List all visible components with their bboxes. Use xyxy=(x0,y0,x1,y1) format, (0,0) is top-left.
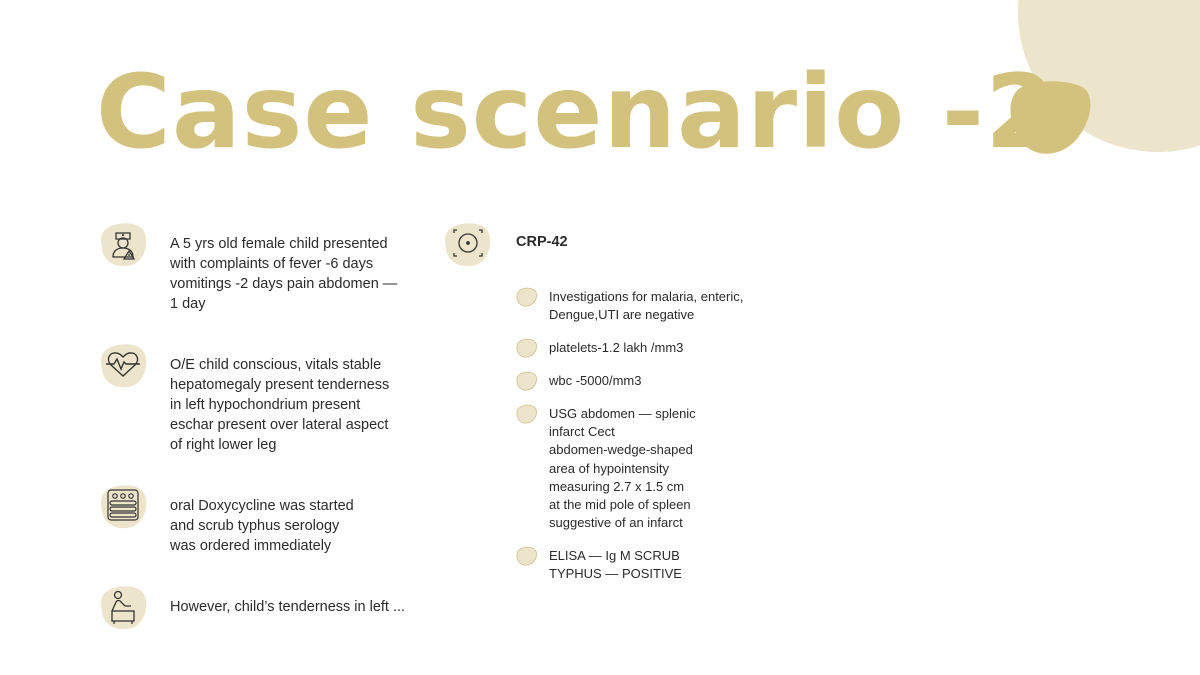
scan-target-icon xyxy=(442,219,494,271)
text-line: TYPHUS — POSITIVE xyxy=(549,566,682,582)
text-line: was ordered immediately xyxy=(170,538,332,554)
text-line: O/E child conscious, vitals stable xyxy=(170,357,382,373)
bullet-blob xyxy=(516,287,538,307)
wbc-text xyxy=(549,372,641,390)
elisa-text xyxy=(549,547,682,583)
investigations-text xyxy=(549,288,743,324)
text-line: of right lower leg xyxy=(170,437,277,453)
text-line: area of hypointensity xyxy=(549,460,669,476)
slide-title: Case scenario -2 xyxy=(96,53,1058,172)
text-line: vomitings -2 days pain abdomen — xyxy=(170,276,398,292)
text-line: infarct Cect xyxy=(549,424,615,440)
heartbeat-icon xyxy=(98,340,150,392)
text-line: platelets-1.2 lakh /mm3 xyxy=(549,340,684,355)
text-line: and scrub typhus serology xyxy=(170,518,340,534)
text-line: with complaints of fever -6 days xyxy=(170,256,374,272)
text-line: USG abdomen — splenic xyxy=(549,406,696,421)
case-history-text xyxy=(170,234,397,314)
patient-bed-icon xyxy=(98,582,150,634)
text-line: eschar present over lateral aspect xyxy=(170,417,389,433)
crp-heading: CRP-42 xyxy=(516,234,568,250)
usg-text xyxy=(549,405,696,532)
doctor-icon xyxy=(98,219,150,271)
bullet-blob xyxy=(516,404,538,424)
text-line: in left hypochondrium present xyxy=(170,397,361,413)
text-line: wbc -5000/mm3 xyxy=(549,373,642,388)
bullet-blob xyxy=(516,371,538,391)
pill-pack-icon xyxy=(98,481,150,533)
text-line: Dengue,UTI are negative xyxy=(549,307,695,323)
text-line: oral Doxycycline was started xyxy=(170,498,354,514)
followup-text xyxy=(170,597,405,617)
text-line: hepatomegaly present tenderness xyxy=(170,377,390,393)
text-line: A 5 yrs old female child presented xyxy=(170,236,388,252)
text-line: abdomen-wedge-shaped xyxy=(549,442,693,458)
examination-text xyxy=(170,355,389,455)
text-line: suggestive of an infarct xyxy=(549,515,683,531)
bullet-blob xyxy=(516,546,538,566)
text-line: ELISA — Ig M SCRUB xyxy=(549,548,680,563)
text-line: 1 day xyxy=(170,296,206,312)
text-line: However, child’s tenderness in left ... xyxy=(170,599,406,615)
bullet-blob xyxy=(516,338,538,358)
treatment-text xyxy=(170,496,354,556)
platelets-text xyxy=(549,339,683,357)
text-line: Investigations for malaria, enteric, xyxy=(549,289,744,304)
text-line: measuring 2.7 x 1.5 cm xyxy=(549,478,685,494)
text-line: at the mid pole of spleen xyxy=(549,497,691,513)
